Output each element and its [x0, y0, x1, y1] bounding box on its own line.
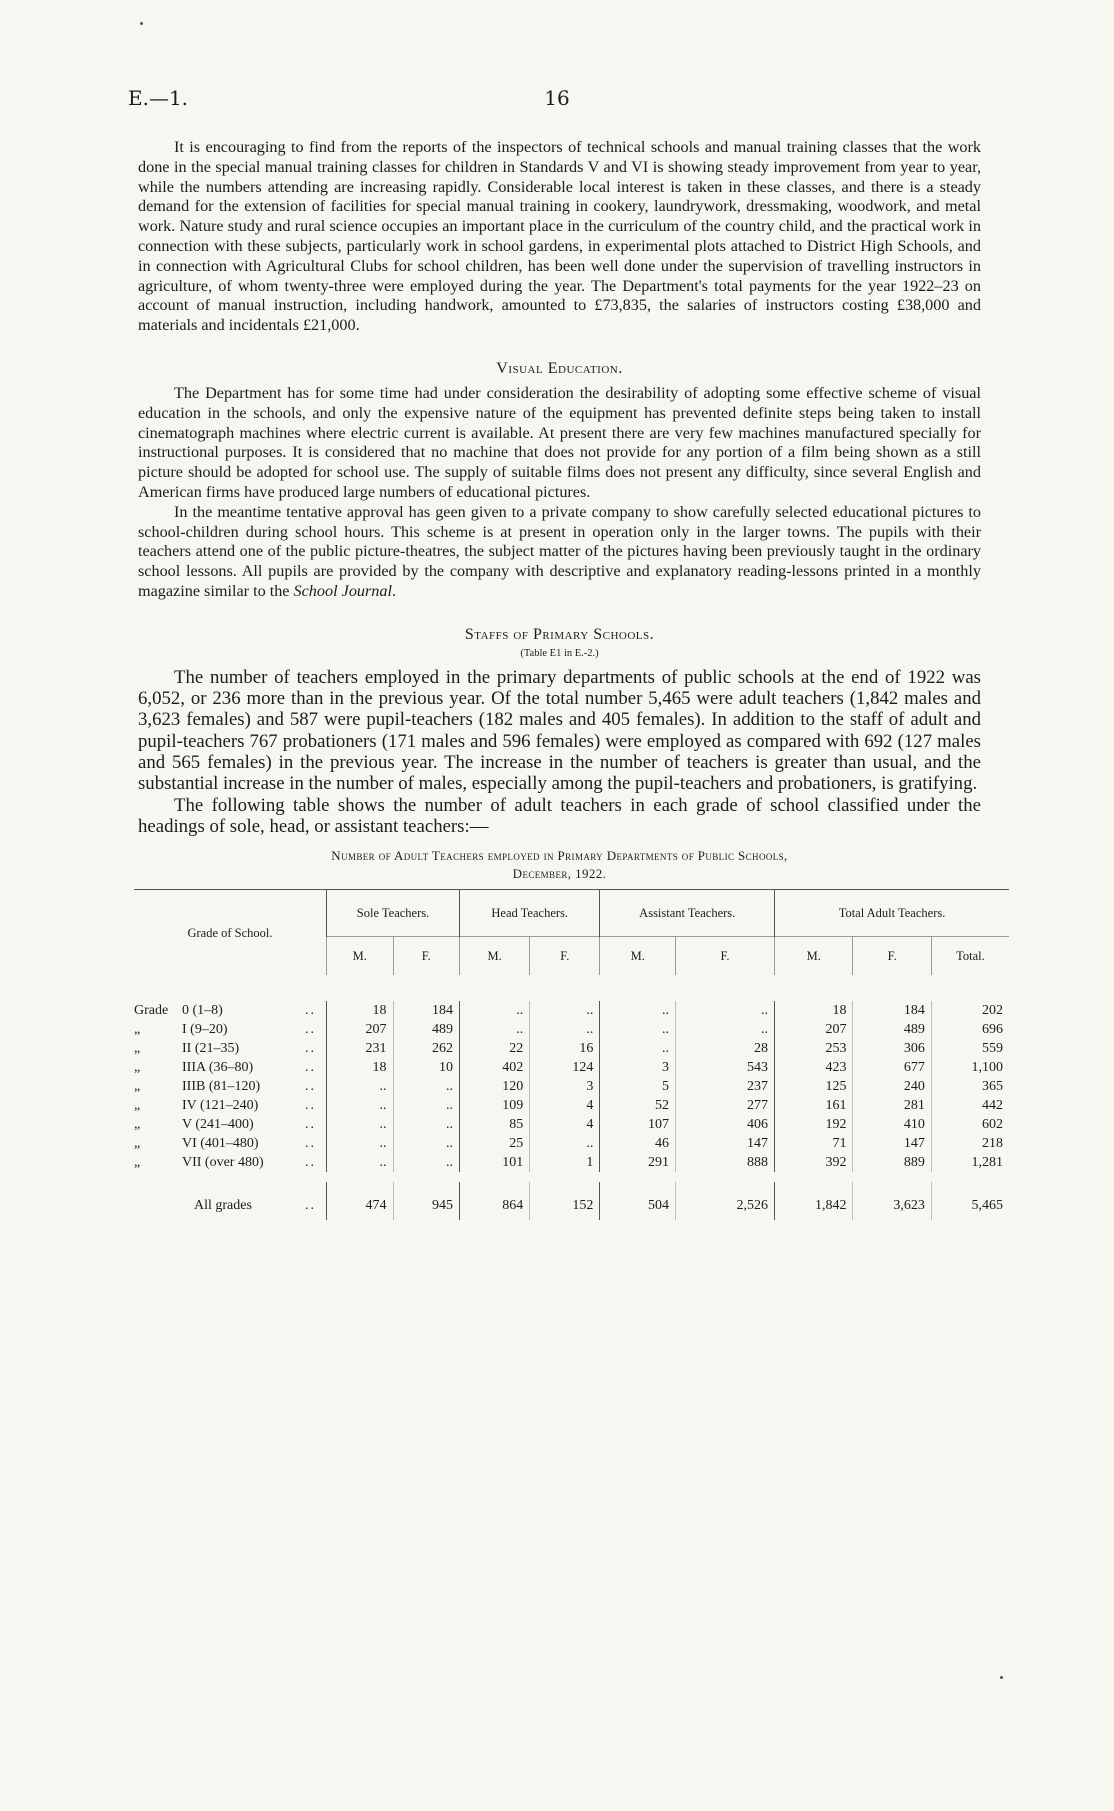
group-head-teachers: Head Teachers.: [460, 890, 600, 937]
cell-total-m: 1,842: [775, 1182, 853, 1220]
cell-assistant-f: ..: [676, 1020, 775, 1039]
cell-head-m: 109: [460, 1096, 530, 1115]
cell-total-total: 1,100: [931, 1058, 1009, 1077]
col-total-m: M.: [775, 937, 853, 976]
cell-sole-f: ..: [393, 1115, 460, 1134]
grade-label: [134, 1058, 327, 1077]
all-grades-label: All grades: [194, 1197, 252, 1213]
cell-assistant-m: 52: [600, 1096, 676, 1115]
grade-prefix: „: [134, 1098, 141, 1114]
cell-total-f: 240: [853, 1077, 931, 1096]
grade-label: [134, 1077, 327, 1096]
cell-head-m: ..: [460, 1020, 530, 1039]
grade-prefix: „: [134, 1060, 141, 1076]
col-sole-f: F.: [393, 937, 460, 976]
cell-total-m: 207: [775, 1020, 853, 1039]
cell-total-f: 677: [853, 1058, 931, 1077]
grade-prefix: „: [134, 1079, 141, 1095]
teachers-table: [134, 889, 1009, 1220]
paragraph-visual-2: [138, 503, 981, 602]
paragraph-visual-2-end: .: [392, 581, 397, 600]
cell-total-m: 192: [775, 1115, 853, 1134]
cell-sole-m: 18: [327, 1001, 394, 1020]
cell-head-m: 22: [460, 1039, 530, 1058]
table-row: [134, 1058, 1009, 1077]
table-row: [134, 1001, 1009, 1020]
grade-prefix: Grade: [134, 1003, 169, 1019]
cell-head-f: 4: [530, 1115, 600, 1134]
cell-head-m: 85: [460, 1115, 530, 1134]
col-total-total: Total.: [931, 937, 1009, 976]
cell-assistant-m: 46: [600, 1134, 676, 1153]
col-head-f: F.: [530, 937, 600, 976]
cell-assistant-m: 5: [600, 1077, 676, 1096]
grade-name: II (21–35): [182, 1041, 240, 1057]
leader-dots: ..: [305, 1060, 316, 1076]
cell-total-m: 18: [775, 1001, 853, 1020]
grade-prefix: „: [134, 1041, 141, 1057]
grade-label: [134, 1039, 327, 1058]
cell-total-total: 202: [931, 1001, 1009, 1020]
cell-assistant-m: 291: [600, 1153, 676, 1172]
grade-label: [134, 1001, 327, 1020]
cell-sole-m: 207: [327, 1020, 394, 1039]
table-row: [134, 1134, 1009, 1153]
grade-label: [134, 1182, 327, 1220]
group-total-adult-teachers: Total Adult Teachers.: [775, 890, 1009, 937]
col-sole-m: M.: [327, 937, 394, 976]
cell-assistant-f: ..: [676, 1001, 775, 1020]
cell-head-f: ..: [530, 1134, 600, 1153]
paragraph-staffs-2: The following table shows the number of adult teachers in each grade of school classified under the headings of sole, head, or assistant teachers:—: [138, 794, 981, 837]
table-caption: [138, 847, 981, 883]
leader-dots: ..: [305, 1003, 316, 1019]
cell-head-f: ..: [530, 1001, 600, 1020]
cell-assistant-m: 504: [600, 1182, 676, 1220]
cell-sole-f: 262: [393, 1039, 460, 1058]
cell-assistant-f: 2,526: [676, 1182, 775, 1220]
table-total-row: [134, 1182, 1009, 1220]
cell-head-m: 25: [460, 1134, 530, 1153]
grade-name: I (9–20): [182, 1022, 228, 1038]
cell-sole-f: 10: [393, 1058, 460, 1077]
cell-head-f: 3: [530, 1077, 600, 1096]
cell-sole-m: ..: [327, 1077, 394, 1096]
grade-name: IV (121–240): [182, 1098, 259, 1114]
table-row: [134, 1153, 1009, 1172]
table-caption-line-2: December, 1922.: [512, 866, 607, 882]
cell-head-f: 152: [530, 1182, 600, 1220]
grade-prefix: „: [134, 1155, 141, 1171]
table-row: [134, 1096, 1009, 1115]
cell-head-m: 402: [460, 1058, 530, 1077]
cell-sole-m: 18: [327, 1058, 394, 1077]
paragraph-visual-2-text: In the meantime tentative approval has geen given to a private company to show carefully selected educational pictures to school-children during school hours. This scheme is at present in operation only in the larger towns. The pupils with their teachers attend one of the public picture-theatres, the subject matter of the pictures having been previously taught in the ordinary school lessons. All pupils are provided by the company with descriptive and explanatory reading-lessons printed in a monthly magazine similar to the: [138, 502, 981, 600]
cell-assistant-m: 107: [600, 1115, 676, 1134]
paragraph-visual-1: The Department has for some time had under consideration the desirability of adopting some effective scheme of visual education in the schools, and only the expensive nature of the equipment has prevented definite steps being taken to install cinematograph machines where electric current is available. At present there are very few machines manufactured specially for instructional purposes. It is considered that no machine that does not provide for any portion of a film being shown as a still picture should be adopted for school use. The supply of suitable films does not present any difficulty, since several English and American firms have produced large numbers of educational pictures.: [138, 383, 981, 501]
cell-assistant-f: 406: [676, 1115, 775, 1134]
leader-dots: ..: [305, 1136, 316, 1152]
cell-total-m: 125: [775, 1077, 853, 1096]
table-row: [134, 1115, 1009, 1134]
cell-sole-f: 489: [393, 1020, 460, 1039]
cell-sole-m: ..: [327, 1134, 394, 1153]
grade-name: VI (401–480): [182, 1136, 259, 1152]
page-number: 16: [544, 86, 570, 110]
scan-mark: [1000, 1676, 1003, 1679]
cell-total-total: 365: [931, 1077, 1009, 1096]
heading-staffs: Staffs of Primary Schools.: [464, 625, 655, 643]
cell-assistant-f: 543: [676, 1058, 775, 1077]
cell-sole-f: 945: [393, 1182, 460, 1220]
leader-dots: ..: [305, 1041, 316, 1057]
cell-assistant-f: 888: [676, 1153, 775, 1172]
cell-assistant-m: ..: [600, 1039, 676, 1058]
leader-dots: ..: [305, 1022, 316, 1038]
cell-assistant-m: 3: [600, 1058, 676, 1077]
col-head-m: M.: [460, 937, 530, 976]
cell-sole-f: 184: [393, 1001, 460, 1020]
cell-total-f: 147: [853, 1134, 931, 1153]
paragraph-technical: It is encouraging to find from the reports of the inspectors of technical schools and manual training classes that the work done in the special manual training classes for children in Standards V and VI is showing steady improvement from year to year, while the numbers attending are increasing rapidly. Considerable local interest is taken in these classes, and there is a steady demand for the extension of facilities for special manual training in cookery, laundrywork, dressmaking, woodwork, and metal work. Nature study and rural science occupies an important place in the curriculum of the country child, and the practical work in connection with these subjects, particularly work in school gardens, in experimental plots attached to District High Schools, and in connection with Agricultural Clubs for school children, has been well done under the supervision of travelling instructors in agriculture, of whom twenty-three were employed during the year. The Department's total payments for the year 1922–23 on account of manual instruction, including handwork, amounted to £73,835, the salaries of instructors costing £38,000 and materials and incidentals £21,000.: [138, 138, 981, 335]
group-sole-teachers: Sole Teachers.: [327, 890, 460, 937]
cell-total-total: 1,281: [931, 1153, 1009, 1172]
cell-total-total: 218: [931, 1134, 1009, 1153]
cell-total-m: 253: [775, 1039, 853, 1058]
grade-name: 0 (1–8): [182, 1003, 223, 1019]
table-row: [134, 1077, 1009, 1096]
cell-total-m: 71: [775, 1134, 853, 1153]
grade-name: V (241–400): [182, 1117, 254, 1133]
table-row: [134, 1020, 1009, 1039]
grade-prefix: „: [134, 1136, 141, 1152]
document-body: [134, 138, 1003, 1220]
grade-label: [134, 1134, 327, 1153]
grade-prefix: „: [134, 1022, 141, 1038]
cell-sole-f: ..: [393, 1096, 460, 1115]
group-assistant-teachers: Assistant Teachers.: [600, 890, 775, 937]
cell-sole-m: 231: [327, 1039, 394, 1058]
grade-label: [134, 1115, 327, 1134]
grade-label: [134, 1020, 327, 1039]
col-assistant-f: F.: [676, 937, 775, 976]
cell-total-m: 161: [775, 1096, 853, 1115]
cell-sole-f: ..: [393, 1153, 460, 1172]
grade-name: IIIA (36–80): [182, 1060, 254, 1076]
cell-assistant-f: 28: [676, 1039, 775, 1058]
cell-assistant-f: 237: [676, 1077, 775, 1096]
cell-total-total: 696: [931, 1020, 1009, 1039]
col-assistant-m: M.: [600, 937, 676, 976]
grade-name: VII (over 480): [182, 1155, 264, 1171]
cell-total-m: 392: [775, 1153, 853, 1172]
cell-total-f: 3,623: [853, 1182, 931, 1220]
cell-total-f: 281: [853, 1096, 931, 1115]
scan-mark: [140, 22, 143, 25]
column-grade-of-school: Grade of School.: [134, 890, 327, 976]
cell-total-f: 306: [853, 1039, 931, 1058]
cell-sole-m: 474: [327, 1182, 394, 1220]
table-caption-line-1: Number of Adult Teachers employed in Primary Departments of Public Schools,: [331, 848, 788, 864]
cell-head-f: 124: [530, 1058, 600, 1077]
cell-head-f: 1: [530, 1153, 600, 1172]
cell-head-m: 101: [460, 1153, 530, 1172]
cell-sole-f: ..: [393, 1134, 460, 1153]
cell-total-total: 5,465: [931, 1182, 1009, 1220]
cell-assistant-m: ..: [600, 1020, 676, 1039]
grade-prefix: „: [134, 1117, 141, 1133]
cell-assistant-m: ..: [600, 1001, 676, 1020]
paragraph-staffs-1: The number of teachers employed in the primary departments of public schools at the end of 1922 was 6,052, or 236 more than in the previous year. Of the total number 5,465 were adult teachers (1,842 males and 3,623 females) and 587 were pupil-teachers (182 males and 405 females). In addition to the staff of adult and pupil-teachers 767 probationers (171 males and 596 females) were employed as compared with 692 (127 males and 565 females) in the previous year. The increase in the number of teachers is greater than usual, and the substantial increase in the number of males, especially among the pupil-teachers and probationers, is gratifying.: [138, 666, 981, 795]
leader-dots: ..: [305, 1098, 316, 1114]
heading-visual-education: Visual Education.: [496, 359, 623, 377]
leader-dots: ..: [305, 1155, 316, 1171]
cell-total-total: 559: [931, 1039, 1009, 1058]
cell-sole-m: ..: [327, 1115, 394, 1134]
table-row: [134, 1039, 1009, 1058]
document-reference: E.—1.: [128, 86, 189, 110]
school-journal-title: School Journal: [293, 581, 392, 600]
cell-assistant-f: 147: [676, 1134, 775, 1153]
cell-total-f: 184: [853, 1001, 931, 1020]
cell-head-f: ..: [530, 1020, 600, 1039]
cell-total-total: 602: [931, 1115, 1009, 1134]
cell-head-m: ..: [460, 1001, 530, 1020]
cell-head-f: 16: [530, 1039, 600, 1058]
grade-label: [134, 1096, 327, 1115]
cell-head-m: 120: [460, 1077, 530, 1096]
table-reference: (Table E1 in E.-2.): [520, 647, 599, 659]
cell-total-total: 442: [931, 1096, 1009, 1115]
grade-name: IIIB (81–120): [182, 1079, 261, 1095]
cell-sole-m: ..: [327, 1096, 394, 1115]
leader-dots: ..: [305, 1079, 316, 1095]
cell-sole-m: ..: [327, 1153, 394, 1172]
cell-assistant-f: 277: [676, 1096, 775, 1115]
grade-label: [134, 1153, 327, 1172]
col-total-f: F.: [853, 937, 931, 976]
cell-total-f: 489: [853, 1020, 931, 1039]
leader-dots: ..: [305, 1117, 316, 1133]
leader-dots: ..: [305, 1197, 316, 1213]
page-header: [128, 86, 986, 116]
cell-total-m: 423: [775, 1058, 853, 1077]
cell-sole-f: ..: [393, 1077, 460, 1096]
cell-head-f: 4: [530, 1096, 600, 1115]
cell-head-m: 864: [460, 1182, 530, 1220]
cell-total-f: 410: [853, 1115, 931, 1134]
cell-total-f: 889: [853, 1153, 931, 1172]
